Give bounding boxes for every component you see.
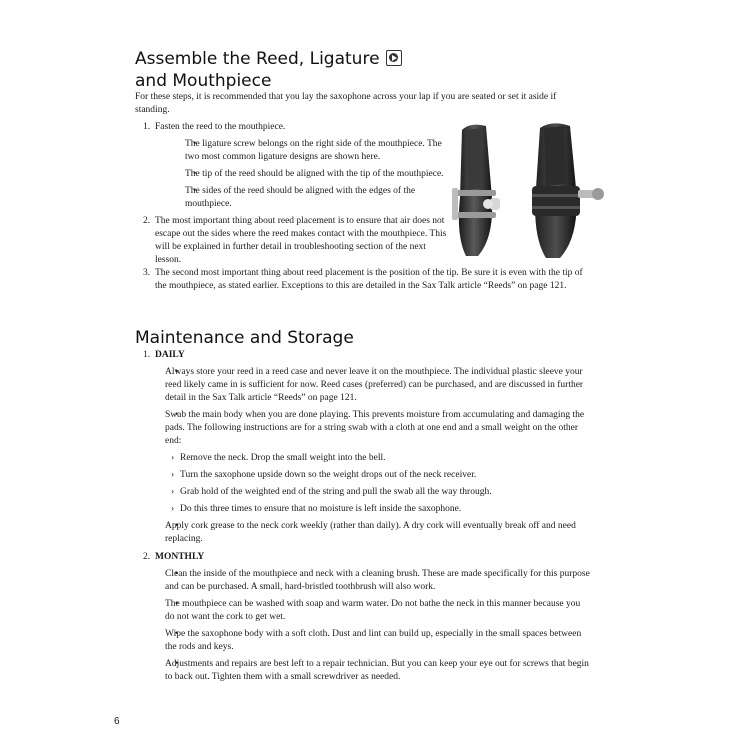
video-play-icon[interactable]	[386, 50, 402, 66]
daily-item	[135, 349, 590, 546]
sub-list-item: › Do this three times to ensure that no moisture is left inside the saxophone.	[171, 504, 462, 514]
daily-label: DAILY	[155, 350, 185, 360]
mouthpiece-ligature-photo	[448, 118, 608, 263]
list-item: • Swab the main body when you are done playing. This prevents moisture from accumulating and damaging the pads. The following instructions are for a string swab with a cloth at one end and a small weight on the other end:	[155, 409, 590, 448]
section-heading-assemble	[135, 48, 402, 92]
heading-line-2: and Mouthpiece	[135, 71, 272, 91]
step-text: Fasten the reed to the mouthpiece.	[155, 122, 286, 132]
list-item: • Always store your reed in a reed case and never leave it on the mouthpiece. The individual plastic sleeve your reed likely came in is sufficient for now. Reed cases (preferred) can be purchased, and are discussed in further detail in the Sax Talk article “Reeds” on page 121.	[155, 366, 590, 405]
step-3	[135, 267, 590, 293]
step-number: 1.	[143, 122, 151, 132]
step-number: 3.	[143, 268, 151, 278]
item-number: 2.	[143, 552, 151, 562]
sub-list-item: › Grab hold of the weighted end of the string and pull the swab all the way through.	[171, 487, 492, 497]
assembly-steps-1-2	[135, 121, 453, 267]
maintenance-list	[135, 349, 590, 684]
list-item: • Apply cork grease to the neck cork weekly (rather than daily). A dry cork will eventually break off and need replacing.	[155, 520, 590, 546]
list-item: • Clean the inside of the mouthpiece and neck with a cleaning brush. These are made specifically for this purpose and can be purchased. A small, hard-bristled toothbrush will also work.	[155, 568, 590, 594]
step-text: The second most important thing about reed placement is the position of the tip. Be sure it is even with the tip of the mouthpiece, as stated earlier. Exceptions to this are detailed in the Sax Talk article “Reeds” on page 121.	[155, 268, 583, 291]
sub-list-item: › Remove the neck. Drop the small weight into the bell.	[171, 453, 386, 463]
list-item: • The ligature screw belongs on the right side of the mouthpiece. The two most common ligature designs are shown here.	[173, 138, 453, 164]
monthly-label: MONTHLY	[155, 552, 205, 562]
page-number: 6	[114, 716, 120, 727]
step-1	[135, 121, 453, 211]
monthly-item	[135, 551, 590, 684]
sub-list-item: › Turn the saxophone upside down so the weight drops out of the neck receiver.	[171, 470, 477, 480]
step-number: 2.	[143, 216, 151, 226]
heading-line-1: Assemble the Reed, Ligature	[135, 49, 380, 69]
list-item: • The sides of the reed should be aligned with the edges of the mouthpiece.	[173, 185, 453, 211]
list-item: • Wipe the saxophone body with a soft cloth. Dust and lint can build up, especially in the small spaces between the rods and keys.	[155, 628, 590, 654]
item-number: 1.	[143, 350, 151, 360]
step-2	[135, 215, 453, 267]
assembly-step-3	[135, 267, 590, 293]
section-heading-maintenance: Maintenance and Storage	[135, 328, 354, 348]
intro-paragraph: For these steps, it is recommended that you lay the saxophone across your lap if you are seated or set it aside if standing.	[135, 92, 557, 115]
list-item: • The mouthpiece can be washed with soap and warm water. Do not bathe the neck in this manner because you do not want the cork to get wet.	[155, 598, 590, 624]
step-text: The most important thing about reed placement is to ensure that air does not escape out the sides where the reed makes contact with the mouthpiece. This will be explained in further detail in troubleshooting section of the next lesson.	[155, 216, 447, 265]
list-item: • Adjustments and repairs are best left to a repair technician. But you can keep your eye out for screws that begin to back out. Tighten them with a small screwdriver as needed.	[155, 658, 590, 684]
list-item: • The tip of the reed should be aligned with the tip of the mouthpiece.	[173, 168, 453, 181]
